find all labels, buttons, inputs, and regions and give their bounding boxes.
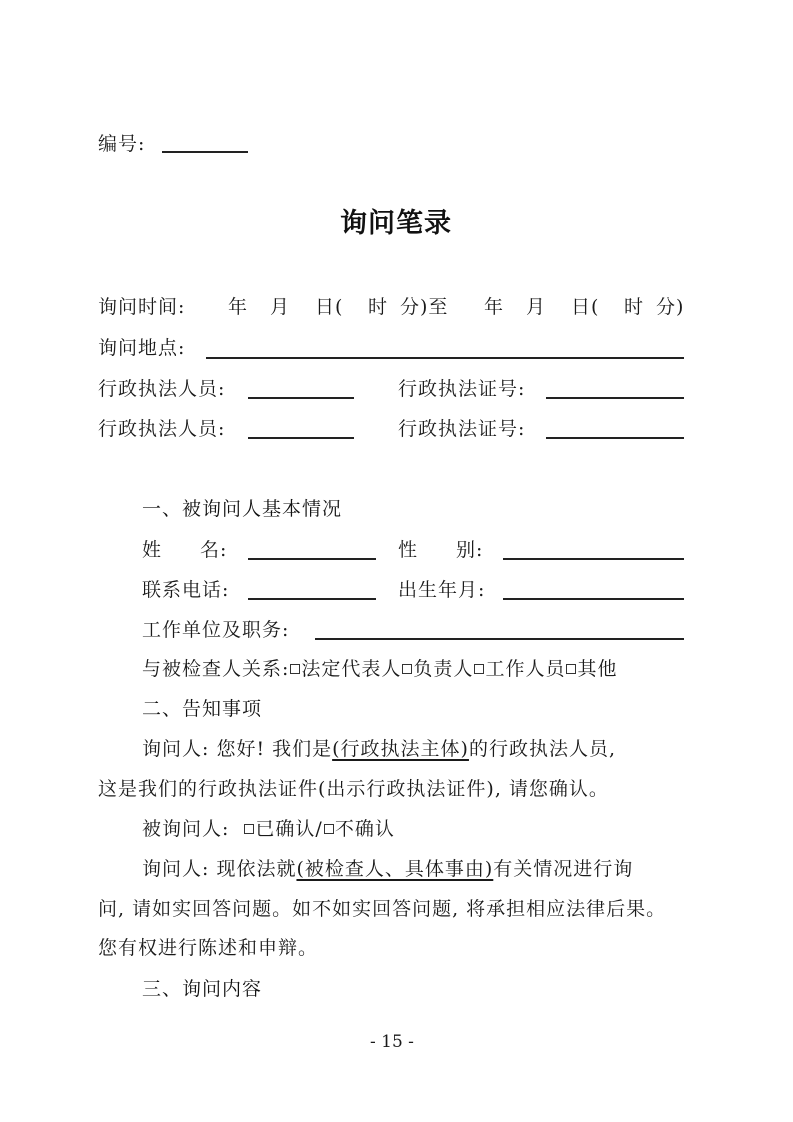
- phone-label: 联系电话:: [142, 579, 230, 601]
- notice-p2-text-b: 有关情况进行询: [493, 858, 634, 880]
- name-label-b: 名:: [200, 539, 228, 561]
- option-staff: 工作人员: [485, 658, 566, 680]
- serial-number-field[interactable]: [162, 151, 248, 153]
- time-hour-2: 时: [624, 296, 645, 318]
- confirm-no-label: 不确认: [334, 818, 395, 840]
- time-day-2: 日(: [571, 296, 600, 318]
- notice-p2-line2: 问, 请如实回答问题。如不如实回答问题, 将承担相应法律后果。: [98, 898, 667, 920]
- officer-2-field[interactable]: [248, 437, 354, 439]
- time-hour-1: 时: [368, 296, 389, 318]
- inquiry-place-label: 询问地点:: [98, 337, 186, 359]
- birth-label: 出生年月:: [398, 579, 486, 601]
- notice-p2-line1: [142, 857, 633, 881]
- notice-p1-line1: [142, 737, 616, 761]
- cert-1-label: 行政执法证号:: [398, 378, 526, 400]
- officer-1-label: 行政执法人员:: [98, 378, 226, 400]
- confirm-row: [142, 817, 395, 841]
- notice-p2-text-a: 询问人: 现依法就: [142, 858, 297, 880]
- notice-p1-line2: 这是我们的行政执法证件(出示行政执法证件), 请您确认。: [98, 778, 609, 800]
- section-3-heading: 三、询问内容: [142, 978, 263, 1000]
- notice-p1-text-a: 询问人: 您好! 我们是: [142, 738, 333, 760]
- page-number: - 15 -: [370, 1032, 414, 1052]
- document-title: 询问笔录: [340, 208, 452, 239]
- time-minute-2: 分): [656, 296, 685, 318]
- section-1-heading: 一、被询问人基本情况: [142, 498, 343, 520]
- inquiry-time-label: 询问时间:: [98, 296, 186, 318]
- work-field[interactable]: [315, 638, 684, 640]
- option-legal-rep: 法定代表人: [301, 658, 402, 680]
- gender-label-a: 性: [398, 539, 419, 561]
- notice-p2-line3: 您有权进行陈述和申辩。: [98, 937, 319, 959]
- name-label-a: 姓: [142, 539, 163, 561]
- inquiry-place-field[interactable]: [206, 357, 684, 359]
- work-label: 工作单位及职务:: [142, 619, 290, 641]
- phone-field[interactable]: [248, 598, 376, 600]
- cert-2-label: 行政执法证号:: [398, 418, 526, 440]
- checkbox-other[interactable]: [566, 664, 576, 674]
- time-month-1: 月: [270, 296, 291, 318]
- option-responsible: 负责人: [413, 658, 474, 680]
- checkbox-confirmed[interactable]: [244, 824, 254, 834]
- notice-p1-text-b: 的行政执法人员,: [468, 738, 616, 760]
- option-other: 其他: [577, 658, 618, 680]
- checkbox-not-confirmed[interactable]: [324, 824, 334, 834]
- gender-label-b: 别:: [456, 539, 484, 561]
- checkbox-responsible[interactable]: [402, 664, 412, 674]
- birth-field[interactable]: [503, 598, 684, 600]
- checkbox-staff[interactable]: [474, 664, 484, 674]
- cert-1-field[interactable]: [546, 397, 684, 399]
- serial-label: 编号:: [98, 133, 146, 155]
- checkbox-legal-rep[interactable]: [290, 664, 300, 674]
- section-2-heading: 二、告知事项: [142, 698, 263, 720]
- confirm-label: 被询问人:: [142, 818, 230, 840]
- enforcement-body-placeholder: (行政执法主体): [332, 738, 469, 760]
- relation-row: [142, 657, 617, 681]
- confirm-yes-label: 已确认/: [255, 818, 323, 840]
- time-day-1: 日(: [315, 296, 344, 318]
- cert-2-field[interactable]: [546, 437, 684, 439]
- time-month-2: 月: [526, 296, 547, 318]
- officer-1-field[interactable]: [248, 397, 354, 399]
- time-year-1: 年: [228, 296, 249, 318]
- subject-matter-placeholder: (被检查人、具体事由): [296, 858, 494, 880]
- gender-field[interactable]: [503, 558, 684, 560]
- name-field[interactable]: [248, 558, 376, 560]
- officer-2-label: 行政执法人员:: [98, 418, 226, 440]
- time-minute-1: 分)至: [400, 296, 449, 318]
- time-year-2: 年: [484, 296, 505, 318]
- relation-label: 与被检查人关系:: [142, 658, 290, 680]
